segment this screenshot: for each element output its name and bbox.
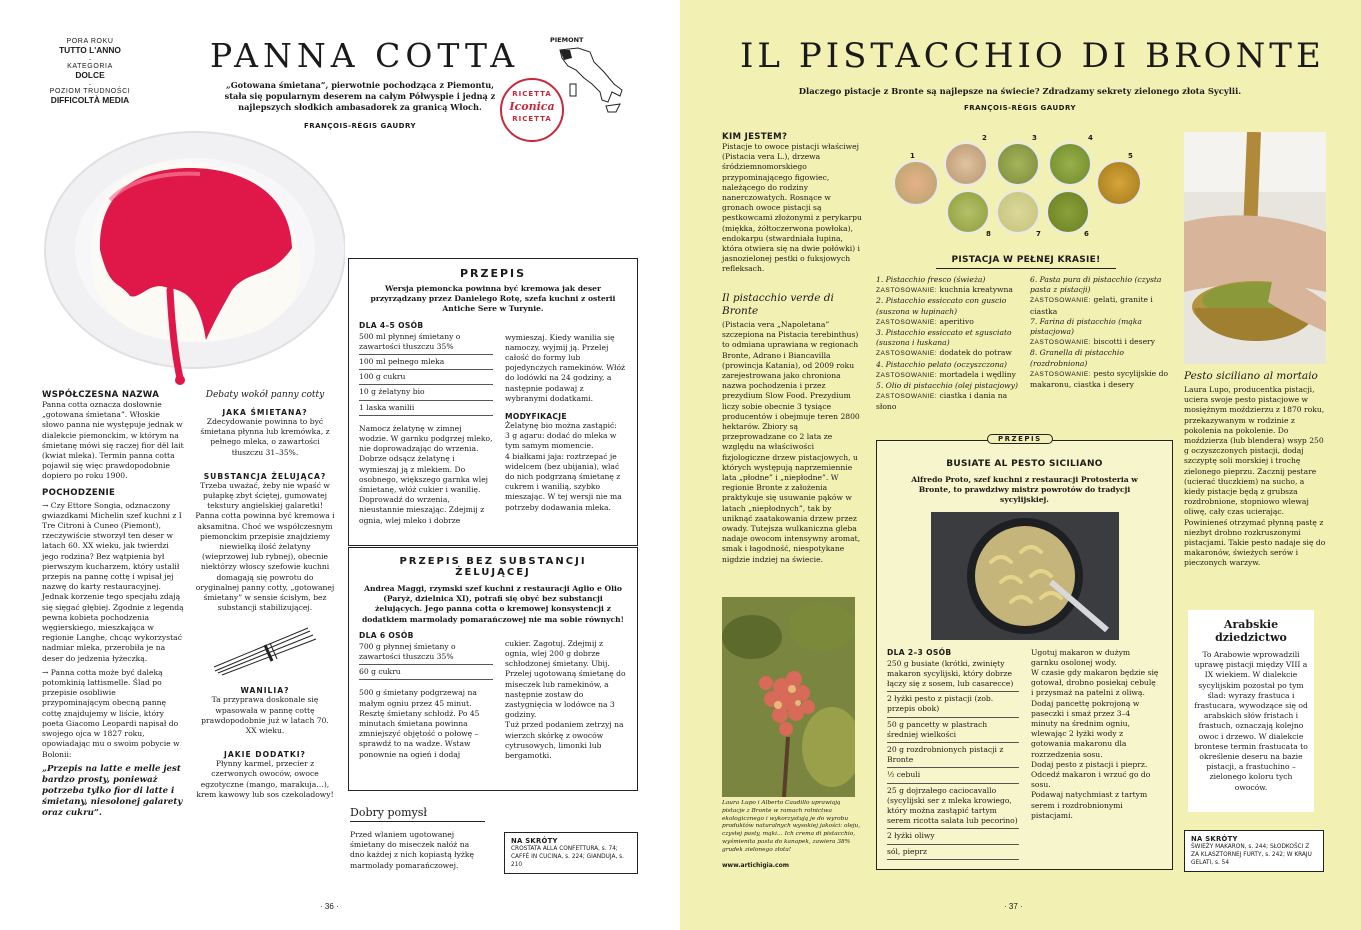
sidebar-left	[42, 390, 184, 823]
form-use: pesto sycylijskie do makaronu, ciastka i desery	[1030, 368, 1169, 390]
nut-number: 1	[910, 152, 915, 160]
bowl-flour	[996, 190, 1040, 234]
meta-key: PORA ROKU	[66, 38, 114, 45]
recipe-method: 500 g śmietany podgrzewaj na małym ogniu przez 45 minut. Resztę śmietany schłodź. Po 45 minutach śmietana powinna zmniejszyć objętość o połowę – sprawdź to na wadze. Wstaw ponownie na ogień i dodaj	[359, 688, 480, 759]
form-use: ciastka i dania na słono	[876, 391, 1008, 412]
recipe-serves: DLA 4–5 OSÓB	[359, 320, 424, 330]
photo-caption: Laura Lupo i Alberto Caudillo uprawiają pistacje z Bronte w ramach rolnictwa ekologicznego i wykorzystują je do wyrobu produktów naturalnych wysokiej jakości: oleju, czystej pasty, mąki… Ich crema di pistacchio, wyśmienita pasta do kanapek, zawiera 38% grudek zielonego złota!	[722, 800, 861, 853]
meta-value: DOLCE	[75, 70, 105, 80]
nut-number: 5	[1128, 152, 1133, 160]
recipe-serves: DLA 2–3 OSÓB	[887, 647, 952, 657]
nut-number: 7	[1036, 230, 1041, 238]
tip-box	[350, 806, 485, 871]
recipe-box	[348, 258, 638, 546]
nut-number: 6	[1084, 230, 1089, 238]
recipe-method: W czasie gdy makaron będzie się gotował, drobno posiekaj cebulę i przysmaż na patelni z oliwą. Dodaj pancettę pokrojoną w paseczki i smaż przez 3–4 minuty na średnim ogniu, wlewając 2 łyżki wody z gotowania makaronu dla rozrzedzenia sosu.	[1031, 668, 1159, 759]
tip-title: Dobry pomysł	[350, 806, 485, 822]
debates-column	[195, 390, 335, 800]
question-heading: JAKIE DODATKI?	[224, 750, 306, 760]
bowl-shell	[944, 142, 988, 186]
mod-item: 4 białkami jaja: roztrzepać je widelcem (bez ubijania), wlać do nich podgrzaną śmietanę z cukrem i wanilią, szybko mieszając. W tej wersji nie ma potrzeby dodawania mleka.	[505, 451, 622, 512]
ingredient: 20 g rozdrobnionych pistacji z Bronte	[887, 743, 1019, 768]
question-text: Zdecydowanie powinna to być śmietana płynna lub kremówka, z pełnego mleka, o zawartości tłuszczu 31–35%.	[200, 417, 330, 457]
mod-text: Żelatynę bio można zastąpić:	[505, 421, 617, 431]
use-label: ZASTOSOWANIE:	[1030, 339, 1092, 347]
ingredient: 250 g busiate (krótki, zwinięty makaron sycylijski, który dobrze łączy się z sosem, lub casarecce)	[887, 657, 1019, 693]
bowl-fresh	[893, 160, 939, 206]
question-heading: SUBSTANCJA ŻELUJĄCA?	[203, 471, 327, 481]
debates-title: Debaty wokół panny cotty	[205, 390, 325, 400]
use-label: ZASTOSOWANIE:	[876, 393, 938, 401]
use-label: ZASTOSOWANIE:	[876, 318, 938, 326]
intro-text: „Gotowana śmietana”, pierwotnie pochodząca z Piemontu, stała się popularnym deserem na całym Półwyspie i jedną z najlepszych słodkich ambasadorek za granicą Włoch.	[224, 80, 496, 112]
form-name: 7. Farina di pistacchio (mąka pistacjowa)	[1030, 316, 1142, 337]
use-label: ZASTOSOWANIE:	[876, 350, 938, 358]
arab-box	[1188, 610, 1314, 812]
form-use: kuchnia kreatywna	[939, 285, 1013, 295]
use-label: ZASTOSOWANIE:	[1030, 297, 1092, 305]
map-label: PIEMONT	[550, 36, 584, 44]
recipe-intro: Andrea Maggi, rzymski szef kuchni z restauracji Aglio e Olio (Paryż, dzielnica XI), potrafi się obyć bez substancji żelujących. Jego panna cotta o kremowej konsystencji z dodatkiem marmolady pomarańczowej nie ma sobie równych!	[361, 584, 625, 624]
intro-text: Dlaczego pistacje z Bronte są najlepsze na świecie? Zdradzamy sekrety zielonego złota Sycylii.	[798, 86, 1242, 96]
form-use: biscotti i desery	[1093, 337, 1155, 347]
author: FRANÇOIS-RÉGIS GAUDRY	[963, 104, 1077, 112]
krasa-col2	[1030, 275, 1174, 413]
form-name: 2. Pistacchio essiccato con guscio (suszona w łupinach)	[876, 296, 1007, 316]
ingredient: 100 ml pełnego mleka	[359, 355, 493, 370]
question-heading: JAKA ŚMIETANA?	[222, 408, 308, 417]
mortar-photo	[1184, 132, 1326, 364]
question-text: Trzeba uważać, żeby nie wpaść w pułapkę zbyt ściętej, gumowatej tekstury angielskiej galaretki! Panna cotta powinna być kremowa i aksamitna. Choć we współczesnym piemonckim przepisie znajdziemy niewielką ilość żelatyny (wieprzowej lub rybnej), obecnie niektórzy włoscy szefowie kuchni domagają się powrotu do oryginalnej panny cotty, „gotowanej śmietany” w sensie ścisłym, bez substancji stabilizującej.	[195, 480, 335, 613]
nut-number: 8	[986, 230, 991, 238]
arab-title: Arabskie dziedzictwo	[1215, 618, 1287, 644]
form-use: dodatek do potraw	[939, 348, 1012, 358]
recipe-method: Dodaj pesto z pistacji i pieprz. Odcedź makaron i wrzuć go do sosu.	[1031, 759, 1151, 790]
nut-number: 4	[1088, 134, 1093, 142]
form-name: 5. Olio di pistacchio (olej pistacjowy)	[876, 381, 1018, 391]
shortcuts-box	[1184, 830, 1324, 872]
mortaio-title: Pesto siciliano al mortaio	[1184, 370, 1318, 382]
recipe-title: PRZEPIS BEZ SUBSTANCJI ŻELUJĄCEJ	[399, 556, 587, 578]
przepis-tag: PRZEPIS	[987, 434, 1053, 444]
krasa-col1	[876, 275, 1020, 413]
section-heading: WSPÓŁCZESNA NAZWA	[42, 390, 160, 400]
page-title: PANNA COTTA	[210, 36, 520, 75]
recipe-intro: Wersja piemoncka powinna być kremowa jak deser przyrządzany przez Danielego Rotę, szefa kuchni z osterii Antiche Sere w Turynie.	[370, 284, 616, 314]
recipe-method: Podawaj natychmiast z tartym serem i rozdrobnionymi pistacjami.	[1031, 790, 1148, 820]
tip-text: Przed wlaniem ugotowanej śmietany do miseczek nałóż na dno każdej z nich kopiastą łyżkę marmolady pomarańczowej.	[350, 830, 475, 870]
meta-value: DIFFICOLTÀ MEDIA	[50, 95, 130, 105]
mortaio-text: Laura Lupo, producentka pistacji, uciera swoje pesto pistacjowe w mosiężnym moździerzu z 1870 roku, przekazywanym w rodzinie z pokolenia na pokolenie. Do moździerza (lub blendera) wsyp 250 g oczyszczonych pistacji, dodaj szczyptę soli morskiej i trochę zielonego pieprzu. Zacznij pestare (ucierać tłuczkiem) na sucho, a kiedy pistacje będą z grubsza rozdrobnione, stopniowo wlewaj oliwę, cały czas ucierając. Powinieneś otrzymać płynną pastę z niezbyt drobno rozkruszonymi pistacjami. Takie pesto nadaje się do makaronów, świeżych serów i pieczonych warzyw.	[1184, 385, 1326, 568]
pistachio-tree-photo	[722, 597, 855, 797]
author: FRANÇOIS-RÉGIS GAUDRY	[303, 122, 417, 130]
ingredient: 10 g żelatyny bio	[359, 385, 493, 400]
use-label: ZASTOSOWANIE:	[876, 287, 938, 295]
meta-key: KATEGORIA	[67, 63, 113, 70]
section-heading: POCHODZENIE	[42, 487, 116, 498]
bowl-paste	[1046, 190, 1090, 234]
section-heading: PISTACJA W PEŁNEJ KRASIE!	[936, 255, 1116, 269]
recipe-method: Namocz żelatynę w zimnej wodzie. W garnku podgrzej mleko, nie doprowadzając do wrzenia. Dobrze odsącz żelatynę i wymieszaj ją z mlekiem. Do osobnego, większego garnka wlej śmietanę, włóż cukier i wanilię. Doprowadź do wrzenia, nieustannie mieszając. Zdejmij z ognia, wlej mleko i dobrze	[359, 423, 493, 525]
recipe-title: BUSIATE AL PESTO SICILIANO	[946, 459, 1103, 469]
ingredient: 1 laska wanilii	[359, 401, 493, 416]
section-text: Pistacje to owoce pistacji właściwej (Pistacia vera L.), drzewa śródziemnomorskiego przypominającego figowiec, należącego do rodziny nanerczowatych. Rosnące w gronach owoce pistacji są pestkowcami złożonymi z perykarpu (miękka, żółtoczerwona powłoka), endokarpu (stwardniała łupina, która otwiera się na dwie połówki) i jasnozielonej pestki o fuksjowych refleksach.	[722, 142, 862, 274]
recipe-method: Przelej ugotowaną śmietanę do miseczek lub ramekinów, a następnie zostaw do zastygnięcia w lodówce na 3 godziny.	[505, 669, 626, 720]
ingredient: 700 g płynnej śmietany o zawartości tłuszczu 35%	[359, 640, 493, 665]
form-name: 8. Granella di pistacchio (rozdrobniona)	[1030, 348, 1124, 368]
verde-section	[722, 292, 862, 565]
recipe-method: Tuż przed podaniem zetrzyj na wierzch skórkę z owoców cytrusowych, limonki lub bergamotki.	[505, 720, 624, 761]
form-use: gelati, granite i ciastka	[1030, 295, 1153, 316]
question-text: Ta przyprawa doskonale się wpasowała w pannę cottę prawdopodobnie już w latach 70. XX wieku.	[201, 695, 329, 736]
stamp-mid: Iconica	[509, 100, 555, 113]
recipe-method: cukier. Zagotuj. Zdejmij z ognia, wlej 200 g dobrze schłodzonej śmietany. Ubij.	[505, 638, 610, 669]
nut-number: 3	[1032, 134, 1037, 142]
form-use: aperitivo	[939, 316, 974, 326]
shortcuts-text: CROSTATA ALLA CONFETTURA, s. 74; CAFFÈ IN CUCINA, s. 224; GIANDUJA, s. 210	[511, 846, 625, 868]
ingredient: 100 g cukru	[359, 370, 493, 385]
verde-text: (Pistacia vera „Napoletana” szczepiona na Pistacia terebinthus) to odmiana uprawiana w regionach Bronte, Adrano i Biancavilla (prowincja Katania), od 2009 roku zarejestrowana jako chroniona nazwa pochodzenia i przez prezydium Slow Food. Prezydium liczy sobie obecnie 3 tysiące producentów i obejmuje teren 2800 hektarów. Zbiory są przeprowadzane co 2 lata ze względu na właściwości fizjologiczne drzew pistacjowych, u których występują naprzemiennie lata „płodne” i „niepłodne”. W regionie Bronte z założenia praktykuje się usuwanie pąków w latach „niepłodnych”, tak by uniknąć zaatakowania drzew przez owady. Tutejsza wulkaniczna gleba nadaje owocom intensywny aromat, smak i łagodność, niespotykane nigdzie indziej na świecie.	[722, 320, 861, 564]
ingredient: 2 łyżki pesto z pistacji (zob. przepis obok)	[887, 692, 1019, 717]
form-name: 6. Pasta pura di pistacchio (czysta pasta z pistacji)	[1030, 275, 1162, 295]
shortcuts-box	[504, 832, 638, 874]
page-title: IL PISTACCHIO DI BRONTE	[740, 36, 1325, 76]
recipe-meta: PORA ROKU TUTTO L'ANNO · KATEGORIA DOLCE · POZIOM TRUDNOŚCI DIFFICOLTÀ MEDIA	[40, 38, 140, 107]
bowl-oil	[1096, 160, 1142, 206]
shortcuts-text: ŚWIEŻY MAKARON, s. 244; SŁODKOŚCI Z ZA KLASZTORNEJ FURTY, s. 242; W KRAJU GELATI, s. 54	[1191, 844, 1312, 866]
leopardi-quote: „Przepis na latte e melle jest bardzo prosty, ponieważ potrzeba tylko fior di latte i śmietany, niesolonej galarety oraz cukru”.	[42, 763, 183, 818]
mod-heading: MODYFIKACJE	[505, 412, 567, 422]
left-page	[0, 0, 680, 930]
ricetta-stamp	[500, 78, 564, 142]
kim-section	[722, 132, 862, 275]
section-text: → Czy Ettore Songia, odznaczony gwiazdkami Michelin szef kuchni z I Tre Citroni à Cuneo (Piemont), rzeczywiście stworzył ten deser w latach 60. XX wieku, jak twierdzi jego rodzina? Bez wątpienia był pierwszym kucharzem, który ustalił przepis na pannę cottę i wpisał jej nazwę do karty restauracyjnej. Jednak korzenie tego specjału zdają się sięgać głębiej. Zgodnie z legendą pewna kobieta pochodzenia węgierskiego, mieszkająca w regionie Langhe, chcąc wykorzystać nadmiar mleka, przerobiła je na deser do jedzenia łyżeczką.	[42, 500, 184, 663]
ingredient: sól, pieprz	[887, 845, 1019, 860]
form-name: 1. Pistacchio fresco (świeża)	[876, 275, 986, 284]
shortcuts-head: NA SKRÓTY	[1191, 835, 1238, 843]
page-number: · 37 ·	[1004, 902, 1023, 911]
busiate-recipe-box	[876, 435, 1173, 870]
recipe-box-no-gel	[348, 547, 638, 791]
section-text: Panna cotta oznacza dosłownie „gotowana śmietana”. Włoskie słowo panna nie występuje jednak w dialekcie piemonckim, w którym na śmietanę mówi się raczej fior dël lait (kwiat mleka). Termin panna cotta pojawił się więc prawdopodobnie dopiero po roku 1900.	[42, 400, 184, 481]
meta-key: POZIOM TRUDNOŚCI	[49, 88, 131, 95]
pistachio-forms-photo	[888, 130, 1148, 245]
ingredient: 25 g dojrzałego caciocavallo (sycylijski ser z mleka krowiego, który można zastąpić tartym serem ricotta salata lub pecorino)	[887, 784, 1019, 830]
ingredient: 50 g pancetty w plastrach średniej wielkości	[887, 718, 1019, 743]
arab-text: To Arabowie wprowadzili uprawę pistacji między VIII a IX wiekiem. W dialekcie sycylijskim pozostał po tym ślad: wyrazy frastuca i frastucara, wywodzące się od arabskich słów fristach i frastuch, oznaczają kolejno owoc i drzewo. W dialekcie brontese termin frastucata to określenie deseru na bazie pistacji, a frastuchino – zielonego koloru tych owoców.	[1194, 650, 1308, 792]
panna-cotta-photo	[0, 130, 345, 390]
recipe-method: Ugotuj makaron w dużym garnku osolonej wody.	[1031, 647, 1131, 667]
right-page	[680, 0, 1361, 930]
bowl-peeled	[1048, 142, 1092, 186]
krasa-section	[876, 255, 1176, 413]
form-name: 3. Pistacchio essiccato et sgusciato (suszona i łuskana)	[876, 328, 1012, 348]
form-name: 4. Pistacchio pelato (oczyszczona)	[876, 359, 1008, 369]
ingredient: 500 ml płynnej śmietany o zawartości tłuszczu 35%	[359, 330, 493, 355]
recipe-title: PRZEPIS	[459, 267, 527, 280]
use-label: ZASTOSOWANIE:	[1030, 370, 1092, 378]
recipe-method: wymieszaj. Kiedy wanilia się namoczy, wyjmij ją. Przelej całość do formy lub pojedynczych ramekinów. Włóż do lodówki na 24 godziny, a następnie podawaj z wybranymi dodatkami.	[505, 332, 626, 403]
nut-number: 2	[982, 134, 987, 142]
mortaio-section	[1184, 370, 1326, 569]
ingredient: ½ cebuli	[887, 768, 1019, 783]
ingredient: 2 łyżki oliwy	[887, 829, 1019, 844]
shortcuts-head: NA SKRÓTY	[511, 837, 558, 845]
busiate-photo	[931, 512, 1119, 640]
stamp-top: RICETTA	[512, 90, 552, 98]
stamp-bot: RICETTA	[512, 115, 552, 123]
photo-url[interactable]: www.artichigia.com	[722, 862, 789, 869]
recipe-intro: Alfredo Proto, szef kuchni z restauracji Protosteria w Bronte, to prawdziwy mistrz powrotów do tradycji sycylijskiej.	[911, 475, 1138, 505]
vanilla-pods-icon	[210, 623, 320, 678]
page-number: · 36 ·	[320, 902, 339, 911]
section-heading: KIM JESTEM?	[722, 132, 788, 142]
form-use: mortadela i wędliny	[939, 369, 1016, 379]
bowl-shelled	[996, 142, 1040, 186]
mod-item: 3 g agaru: dodać do mleka w tym samym momencie.	[505, 431, 617, 451]
section-text: → Panna cotta może być daleką potomkinią lattismelle. Ślad po przepisie osobliwie przypominającym obecną pannę cottę znajdujemy w liście, który poeta Giacomo Leopardi napisał do swojego ojca w 1827 roku, opowiadając mu o swoim pobycie w Bolonii:	[42, 667, 180, 759]
bowl-granella	[946, 190, 990, 234]
use-label: ZASTOSOWANIE:	[876, 371, 938, 379]
recipe-serves: DLA 6 OSÓB	[359, 630, 414, 640]
ingredient: 60 g cukru	[359, 665, 493, 680]
question-heading: WANILIA?	[240, 686, 290, 696]
question-text: Płynny karmel, przecier z czerwonych owoców, owoce egzotyczne (mango, marakuja…), krem kawowy lub sos czekoladowy!	[196, 759, 334, 799]
meta-value: TUTTO L'ANNO	[59, 45, 121, 55]
verde-title: Il pistacchio verde di Bronte	[722, 292, 834, 317]
